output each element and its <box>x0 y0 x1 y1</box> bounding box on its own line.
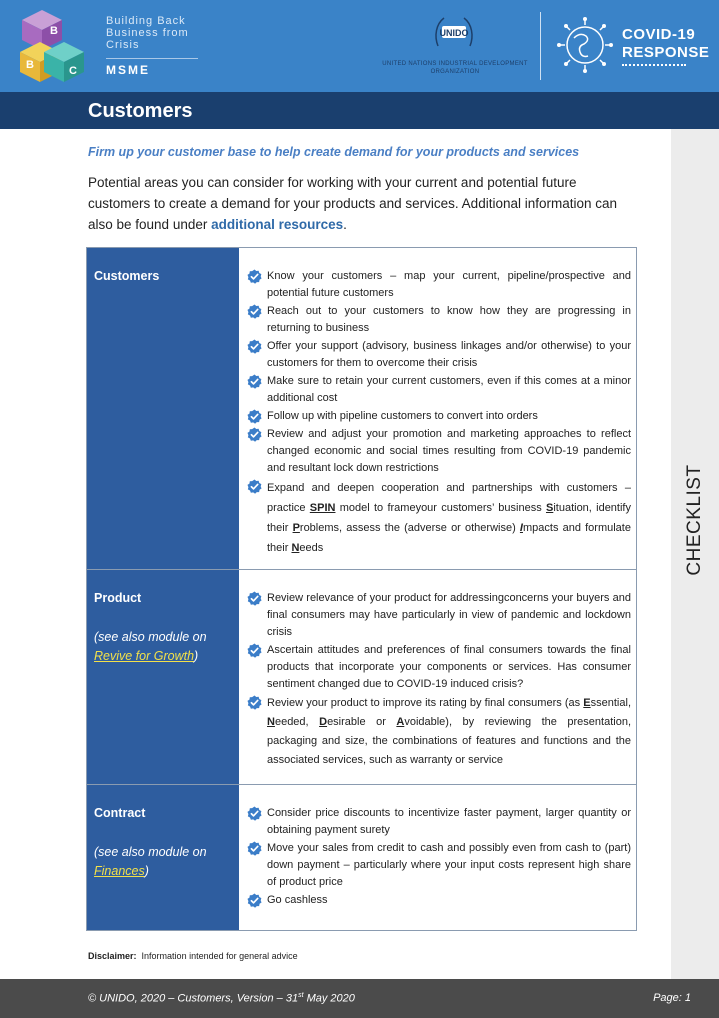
check-badge-icon <box>247 409 262 424</box>
check-badge-icon <box>247 643 262 658</box>
esda-initial-a: A <box>396 716 405 728</box>
check-badge-icon <box>247 806 262 821</box>
check-badge-icon <box>247 893 262 908</box>
spin-initial-s: S <box>545 502 554 514</box>
checklist-side-label <box>672 464 718 576</box>
checklist-table <box>86 247 637 931</box>
bullet-text: Make sure to retain your current customers, even if this comes at a minor additional cost <box>267 375 631 404</box>
logo-msme: MSME <box>106 63 150 77</box>
bullet-text: Review and adjust your promotion and marketing approaches to reflect changed economic and social times resulting from COVID-19 pandemic and resultant lock down restrictions <box>267 428 631 474</box>
row-head-cell <box>87 785 239 930</box>
check-badge-icon <box>247 304 262 319</box>
bullet-text: Go cashless <box>267 894 328 906</box>
bullet-text: Review your product to improve its rating by final consumers (as <box>267 697 584 709</box>
intro-paragraph <box>88 172 636 235</box>
bullet-list-contract <box>247 805 631 910</box>
covid-line1: COVID-19 <box>622 26 696 43</box>
logo-divider <box>106 58 198 59</box>
esda-initial-n: N <box>267 716 275 728</box>
intro-text: Potential areas you can consider for working with your current and potential future customers to create a demand for your products and services. Additional information can also be found under <box>88 175 618 232</box>
disclaimer-text: Information intended for general advice <box>141 951 298 961</box>
check-badge-icon <box>247 269 262 284</box>
un-emblem-icon <box>432 12 476 52</box>
list-item <box>247 408 631 425</box>
bullet-text: voidable), by reviewing the presentation, packaging and size, the combinations of features and functions and the associated services, such as warranty or service <box>267 716 631 766</box>
disclaimer <box>88 951 298 961</box>
bullet-text: Consider price discounts to incentivize faster payment, larger quantity or obtaining payment surety <box>267 807 631 836</box>
check-badge-icon <box>247 591 262 606</box>
additional-resources-link[interactable]: additional resources <box>211 217 344 232</box>
disclaimer-label: Disclaimer: <box>88 951 137 961</box>
list-item <box>247 373 631 407</box>
list-item <box>247 642 631 693</box>
unido-logo <box>380 12 530 82</box>
module-note-prefix: (see also module on <box>94 845 207 859</box>
header-banner <box>0 0 719 92</box>
list-item <box>247 303 631 337</box>
bullet-text: esirable or <box>327 716 397 728</box>
module-note-prefix: (see also module on <box>94 630 207 644</box>
bullet-text: mpacts and formulate their <box>267 522 631 554</box>
module-note-suffix: ) <box>194 649 199 663</box>
row-head-contract: Contract <box>94 806 146 820</box>
cube-letter: B <box>50 25 58 37</box>
esda-initial-d: D <box>319 716 328 728</box>
row-body-cell <box>239 785 636 930</box>
page-number: Page: 1 <box>653 992 691 1004</box>
bullet-text: model to frameyour customers’ business <box>335 502 546 514</box>
module-note-suffix: ) <box>144 864 149 878</box>
bullet-list-customers <box>247 268 631 559</box>
spin-term: SPIN <box>309 502 336 514</box>
unido-full-name: UNITED NATIONS INDUSTRIAL DEVELOPMENT ORGANIZATION <box>382 61 528 75</box>
row-body-cell <box>239 570 636 784</box>
checklist-label-text: CHECKLIST <box>684 464 705 576</box>
logo-cubes-icon <box>12 8 98 84</box>
bullet-text: Follow up with pipeline customers to convert into orders <box>267 410 538 422</box>
list-item <box>247 840 631 891</box>
table-row-product <box>87 570 636 785</box>
row-body-cell <box>239 248 636 569</box>
list-item <box>247 478 631 558</box>
row-head-cell <box>87 248 239 569</box>
unido-wordmark: UNIDO <box>439 28 469 38</box>
spin-initial-p: P <box>292 522 300 534</box>
list-item <box>247 805 631 839</box>
banner-divider <box>540 12 541 80</box>
cube-letter: C <box>69 65 77 77</box>
list-item <box>247 892 631 909</box>
list-item <box>247 590 631 641</box>
bullet-text: Review relevance of your product for addressingconcerns your buyers and final consumers may have particularly in view of pandemic and lockdown crisis <box>267 592 631 638</box>
title-bar <box>0 92 719 129</box>
bullet-text: Reach out to your customers to know how they are progressing in returning to business <box>267 305 631 334</box>
list-item <box>247 338 631 372</box>
footer-suffix: May 2020 <box>303 992 355 1005</box>
module-note <box>94 843 234 881</box>
bullet-text: eeded, <box>274 716 320 728</box>
bullet-list-product <box>247 590 631 771</box>
module-note <box>94 628 234 666</box>
page-title: Customers <box>88 100 193 122</box>
bullet-text: Know your customers – map your current, pipeline/prospective and potential future customers <box>267 270 631 299</box>
bullet-text: roblems, assess the (adverse or otherwise) <box>299 522 520 534</box>
bullet-text: eeds <box>299 542 324 554</box>
footer-copyright <box>88 992 355 1005</box>
check-badge-icon <box>247 339 262 354</box>
list-item <box>247 268 631 302</box>
spin-initial-n: N <box>291 542 300 554</box>
check-badge-icon <box>247 841 262 856</box>
footer-ordinal: st <box>298 992 304 999</box>
page-footer <box>0 979 719 1018</box>
check-badge-icon <box>247 427 262 442</box>
covid-dotted-rule <box>622 64 686 66</box>
check-badge-icon <box>247 479 262 494</box>
row-head-cell <box>87 570 239 784</box>
intro-end: . <box>343 217 347 232</box>
covid-line2: RESPONSE <box>622 44 710 61</box>
cube-letter: B <box>26 59 34 71</box>
bullet-text: Ascertain attitudes and preferences of final consumers towards the final products that incorporate your components or services. Has consumer sentiment changed due to COVID-19 induced crisis? <box>267 644 631 690</box>
logo-tagline: Building Back Business from Crisis <box>106 15 189 51</box>
check-badge-icon <box>247 374 262 389</box>
spin-initial-i: I <box>519 522 523 534</box>
covid-response-logo <box>556 14 710 78</box>
finances-link[interactable]: Finances <box>94 864 145 878</box>
list-item <box>247 694 631 770</box>
bullet-text: ituation, identify their <box>267 502 631 534</box>
list-item <box>247 426 631 477</box>
row-head-customers: Customers <box>94 269 160 283</box>
esda-initial-e: E <box>583 697 591 709</box>
bullet-text: ssential, <box>590 697 631 709</box>
bullet-text: Offer your support (advisory, business linkages and/or otherwise) to your customers for them to overcome their crisis <box>267 340 631 369</box>
table-row-customers <box>87 248 636 570</box>
bullet-text: Move your sales from credit to cash and possibly even from cash to (part) down payment – particularly where your input costs represent high share of product price <box>267 842 631 888</box>
check-badge-icon <box>247 695 262 710</box>
table-row-contract <box>87 785 636 930</box>
footer-prefix: © UNIDO, 2020 – Customers, Version – 31 <box>88 992 299 1005</box>
covid-response-text <box>622 26 709 62</box>
bullet-text: Expand and deepen cooperation and partnerships with customers – practice <box>267 482 631 514</box>
subtitle: Firm up your customer base to help create demand for your products and services <box>88 145 580 159</box>
revive-for-growth-link[interactable]: Revive for Growth <box>94 649 195 663</box>
row-head-product: Product <box>94 591 142 605</box>
globe-icon <box>556 16 614 74</box>
